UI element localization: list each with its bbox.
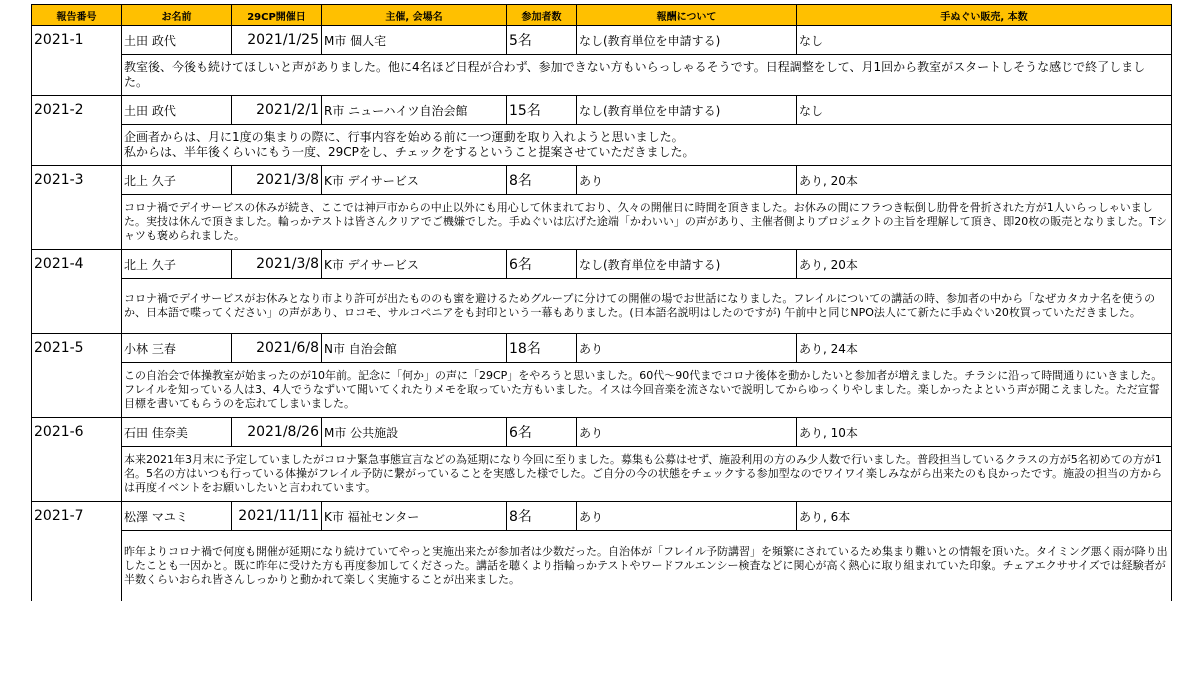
note-row: [32, 195, 1172, 250]
cell-name: 北上 久子: [122, 166, 232, 195]
cell-venue: M市 個人宅: [322, 26, 507, 55]
cell-note: 本来2021年3月末に予定していましたがコロナ緊急事態宣言などの為延期になり今回に至りました。募集も公募はせず、施設利用の方のみ少人数で行いました。普段担当しているクラスの方が5名初めての方が1名。5名の方はいつも行っている体操がフレイル予防に繋がっていることを実感した様でした。ご自分の今の状態をチェックする参加型なのでワイワイ楽しみながら出来たのも良かったです。施設の担当の方からは再度イベントをお願いしたいと言われています。: [122, 447, 1172, 502]
header-tenugui: 手ぬぐい販売, 本数: [797, 5, 1172, 26]
cell-name: 石田 佳奈美: [122, 418, 232, 447]
table-row: [32, 250, 1172, 279]
header-reward: 報酬について: [577, 5, 797, 26]
cell-participants: 6名: [507, 250, 577, 279]
note-spacer: [32, 279, 122, 334]
cell-reward: なし(教育単位を申請する): [577, 26, 797, 55]
note-spacer: [32, 125, 122, 166]
cell-tenugui: なし: [797, 26, 1172, 55]
cell-note: コロナ禍でデイサービスがお休みとなり市より許可が出たもののも蜜を避けるためグループに分けての開催の場でお世話になりました。フレイルについての講話の時、参加者の中から「なぜカタカナ名を使うのか、日本語で喋ってください」の声があり、ロコモ、サルコペニアをも封印という一幕もありました。(日本語名説明はしたのですが) 午前中と同じNPO法人にて新たに手ぬぐい20枚買っていただきました。: [122, 279, 1172, 334]
header-venue: 主催, 会場名: [322, 5, 507, 26]
note-spacer: [32, 531, 122, 602]
note-row: [32, 125, 1172, 166]
table-row: [32, 502, 1172, 531]
header-row: [32, 5, 1172, 26]
cell-date: 2021/3/8: [232, 250, 322, 279]
cell-reward: なし(教育単位を申請する): [577, 250, 797, 279]
cell-name: 小林 三春: [122, 334, 232, 363]
note-row: [32, 447, 1172, 502]
header-report-number: 報告番号: [32, 5, 122, 26]
cell-tenugui: あり, 10本: [797, 418, 1172, 447]
cell-note: この自治会で体操教室が始まったのが10年前。記念に「何か」の声に「29CP」をやろうと思いました。60代～90代までコロナ後体を動かしたいと参加者が増えました。チラシに沿って時間通りにいきました。フレイルを知っている人は3、4人でうなずいて聞いてくれたりメモを取っていた方もいました。イスは今回音楽を流さないで説明してからゆっくりやしました。楽しかったよという声が聞こえました。ただ宣誓目標を書いてもらうのを忘れてしまいました。: [122, 363, 1172, 418]
note-spacer: [32, 195, 122, 250]
cell-participants: 15名: [507, 96, 577, 125]
cell-reward: あり: [577, 334, 797, 363]
cell-name: 北上 久子: [122, 250, 232, 279]
cell-date: 2021/8/26: [232, 418, 322, 447]
note-spacer: [32, 447, 122, 502]
cell-report-number: 2021-4: [32, 250, 122, 279]
cell-venue: K市 デイサービス: [322, 166, 507, 195]
cell-reward: なし(教育単位を申請する): [577, 96, 797, 125]
header-name: お名前: [122, 5, 232, 26]
cell-note: 企画者からは、月に1度の集まりの際に、行事内容を始める前に一つ運動を取り入れようと思いました。 私からは、半年後くらいにもう一度、29CPをし、チェックをするということ提案させていただきました。: [122, 125, 1172, 166]
note-row: [32, 531, 1172, 602]
table-row: [32, 96, 1172, 125]
cell-participants: 8名: [507, 166, 577, 195]
cell-venue: R市 ニューハイツ自治会館: [322, 96, 507, 125]
note-row: [32, 363, 1172, 418]
cell-report-number: 2021-7: [32, 502, 122, 531]
note-row: [32, 279, 1172, 334]
cell-tenugui: あり, 20本: [797, 166, 1172, 195]
cell-report-number: 2021-3: [32, 166, 122, 195]
table-row: [32, 26, 1172, 55]
cell-report-number: 2021-2: [32, 96, 122, 125]
cell-participants: 5名: [507, 26, 577, 55]
cell-venue: K市 福祉センター: [322, 502, 507, 531]
header-participants: 参加者数: [507, 5, 577, 26]
cell-note: 教室後、今後も続けてほしいと声がありました。他に4名ほど日程が合わず、参加できない方もいらっしゃるそうです。日程調整をして、月1回から教室がスタートしそうな感じで終了しました。: [122, 55, 1172, 96]
cell-name: 土田 政代: [122, 96, 232, 125]
cell-participants: 6名: [507, 418, 577, 447]
cell-name: 土田 政代: [122, 26, 232, 55]
cell-date: 2021/3/8: [232, 166, 322, 195]
cell-date: 2021/1/25: [232, 26, 322, 55]
header-date: 29CP開催日: [232, 5, 322, 26]
cell-report-number: 2021-1: [32, 26, 122, 55]
note-row: [32, 55, 1172, 96]
cell-report-number: 2021-6: [32, 418, 122, 447]
cell-participants: 8名: [507, 502, 577, 531]
cell-date: 2021/6/8: [232, 334, 322, 363]
report-table: [31, 4, 1172, 601]
cell-participants: 18名: [507, 334, 577, 363]
cell-tenugui: あり, 20本: [797, 250, 1172, 279]
cell-report-number: 2021-5: [32, 334, 122, 363]
cell-name: 松澤 マユミ: [122, 502, 232, 531]
cell-venue: M市 公共施設: [322, 418, 507, 447]
cell-reward: あり: [577, 166, 797, 195]
table-row: [32, 166, 1172, 195]
table-row: [32, 334, 1172, 363]
cell-venue: K市 デイサービス: [322, 250, 507, 279]
cell-note: コロナ禍でデイサービスの休みが続き、ここでは神戸市からの中止以外にも用心して休まれており、久々の開催日に時間を頂きました。お休みの間にフラつき転倒し肋骨を骨折された方が1人いらっしゃいました。実技は休んで頂きました。輪っかテストは皆さんクリアでご機嫌でした。手ぬぐいは広げた途端「かわいい」の声があり、主催者側よりプロジェクトの主旨を理解して頂き、即20枚の販売となりました。Tシャツも褒められました。: [122, 195, 1172, 250]
cell-tenugui: なし: [797, 96, 1172, 125]
cell-tenugui: あり, 6本: [797, 502, 1172, 531]
cell-reward: あり: [577, 502, 797, 531]
note-spacer: [32, 55, 122, 96]
cell-venue: N市 自治会館: [322, 334, 507, 363]
cell-tenugui: あり, 24本: [797, 334, 1172, 363]
cell-date: 2021/2/1: [232, 96, 322, 125]
note-spacer: [32, 363, 122, 418]
cell-reward: あり: [577, 418, 797, 447]
table-row: [32, 418, 1172, 447]
cell-date: 2021/11/11: [232, 502, 322, 531]
cell-note: 昨年よりコロナ禍で何度も開催が延期になり続けていてやっと実施出来たが参加者は少数だった。自治体が「フレイル予防講習」を頻繁にされているため集まり難いとの情報を頂いた。タイミング悪く雨が降り出したことも一因かと。既に昨年に受けた方も再度参加してくださった。講話を聴くより指輪っかテストやワードフルエンシー検査などに関心が高く熱心に取り組まれていた印象。チェアエクササイズでは経験者が半数くらいおられ皆さんしっかりと動かれて楽しく実施することが出来ました。: [122, 531, 1172, 602]
